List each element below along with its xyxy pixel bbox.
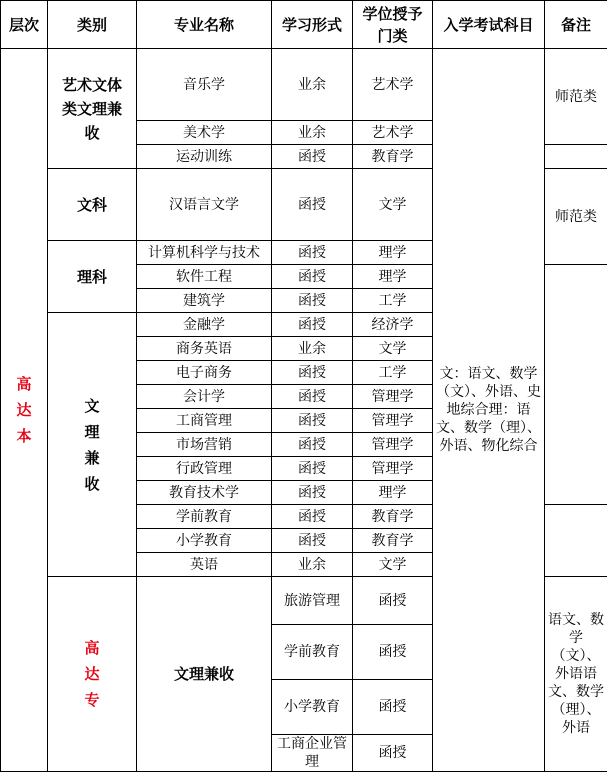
major-name: 软件工程 xyxy=(137,265,272,289)
header-note: 备注 xyxy=(545,1,607,49)
major-name: 教育技术学 xyxy=(137,481,272,505)
level-gaoqiben: 高达本 xyxy=(1,49,48,772)
study-form: 业余 xyxy=(272,49,353,121)
degree-type: 管理学 xyxy=(353,409,433,433)
header-row xyxy=(1,1,607,49)
major-name: 学前教育 xyxy=(137,505,272,529)
study-form: 函授 xyxy=(272,241,353,265)
study-form: 业余 xyxy=(272,553,353,577)
major-name: 旅游管理 xyxy=(272,577,353,625)
study-form: 函授 xyxy=(272,433,353,457)
major-name: 商务英语 xyxy=(137,337,272,361)
degree-type: 艺术学 xyxy=(353,121,433,145)
note-music: 师范类 xyxy=(545,49,607,145)
major-name: 小学教育 xyxy=(272,680,353,735)
study-form: 函授 xyxy=(272,457,353,481)
degree-type: 教育学 xyxy=(353,145,433,169)
major-name: 学前教育 xyxy=(272,625,353,680)
note-chinese: 师范类 xyxy=(545,169,607,265)
header-category: 类别 xyxy=(48,1,137,49)
study-form: 函授 xyxy=(272,385,353,409)
header-level: 层次 xyxy=(1,1,48,49)
degree-type: 文学 xyxy=(353,337,433,361)
degree-type: 管理学 xyxy=(353,385,433,409)
study-form: 函授 xyxy=(272,481,353,505)
study-form: 函授 xyxy=(272,169,353,241)
degree-type: 教育学 xyxy=(353,529,433,553)
study-form: 函授 xyxy=(272,145,353,169)
study-form: 函授 xyxy=(353,735,433,772)
degree-type: 管理学 xyxy=(353,457,433,481)
degree-type: 理学 xyxy=(353,241,433,265)
major-name: 建筑学 xyxy=(137,289,272,313)
category-art: 艺术文体类文理兼收 xyxy=(48,49,137,169)
degree-type: 工学 xyxy=(353,289,433,313)
major-name: 工商企业管理 xyxy=(272,735,353,772)
table-row xyxy=(1,49,607,121)
header-degree-text: 学位授予门类 xyxy=(361,3,424,47)
major-name: 汉语言文学 xyxy=(137,169,272,241)
study-form: 函授 xyxy=(272,505,353,529)
major-name: 工商管理 xyxy=(137,409,272,433)
study-form: 函授 xyxy=(272,361,353,385)
major-name: 市场营销 xyxy=(137,433,272,457)
study-form: 函授 xyxy=(272,313,353,337)
category-science: 理科 xyxy=(48,241,137,313)
study-form: 函授 xyxy=(353,577,433,625)
major-name: 行政管理 xyxy=(137,457,272,481)
study-form: 函授 xyxy=(272,409,353,433)
degree-type: 艺术学 xyxy=(353,49,433,121)
exam-subjects-benke: 文：语文、数学（文）、外语、史地综合理：语文、数学（理）、外语、物化综合 xyxy=(433,49,545,772)
category-both: 文理兼收 xyxy=(48,313,137,577)
major-name: 运动训练 xyxy=(137,145,272,169)
header-exam: 入学考试科目 xyxy=(433,1,545,49)
exam-subjects-zhuanke: 语文、数学（文）、外语语文、数学（理）、外语 xyxy=(545,577,607,772)
category-liberal: 文科 xyxy=(48,169,137,241)
degree-type: 文学 xyxy=(353,169,433,241)
major-name: 音乐学 xyxy=(137,49,272,121)
degree-type: 文学 xyxy=(353,553,433,577)
note-empty xyxy=(545,145,607,169)
header-major: 专业名称 xyxy=(137,1,272,49)
study-form: 函授 xyxy=(272,529,353,553)
degree-type: 工学 xyxy=(353,361,433,385)
study-form: 函授 xyxy=(272,265,353,289)
study-form: 函授 xyxy=(353,625,433,680)
header-degree xyxy=(353,1,433,49)
major-name: 会计学 xyxy=(137,385,272,409)
note-empty xyxy=(545,265,607,505)
degree-type: 理学 xyxy=(353,481,433,505)
major-name: 金融学 xyxy=(137,313,272,337)
major-name: 电子商务 xyxy=(137,361,272,385)
study-form: 业余 xyxy=(272,121,353,145)
major-name: 美术学 xyxy=(137,121,272,145)
major-name: 小学教育 xyxy=(137,529,272,553)
level-gaoqizhuan: 高达专 xyxy=(48,577,137,772)
degree-type: 理学 xyxy=(353,265,433,289)
degree-type: 管理学 xyxy=(353,433,433,457)
major-name: 计算机科学与技术 xyxy=(137,241,272,265)
degree-type: 经济学 xyxy=(353,313,433,337)
category-zhuan-both: 文理兼收 xyxy=(137,577,272,772)
header-study-form: 学习形式 xyxy=(272,1,353,49)
major-name: 英语 xyxy=(137,553,272,577)
study-form: 函授 xyxy=(353,680,433,735)
study-form: 函授 xyxy=(272,289,353,313)
study-form: 业余 xyxy=(272,337,353,361)
degree-type: 教育学 xyxy=(353,505,433,529)
